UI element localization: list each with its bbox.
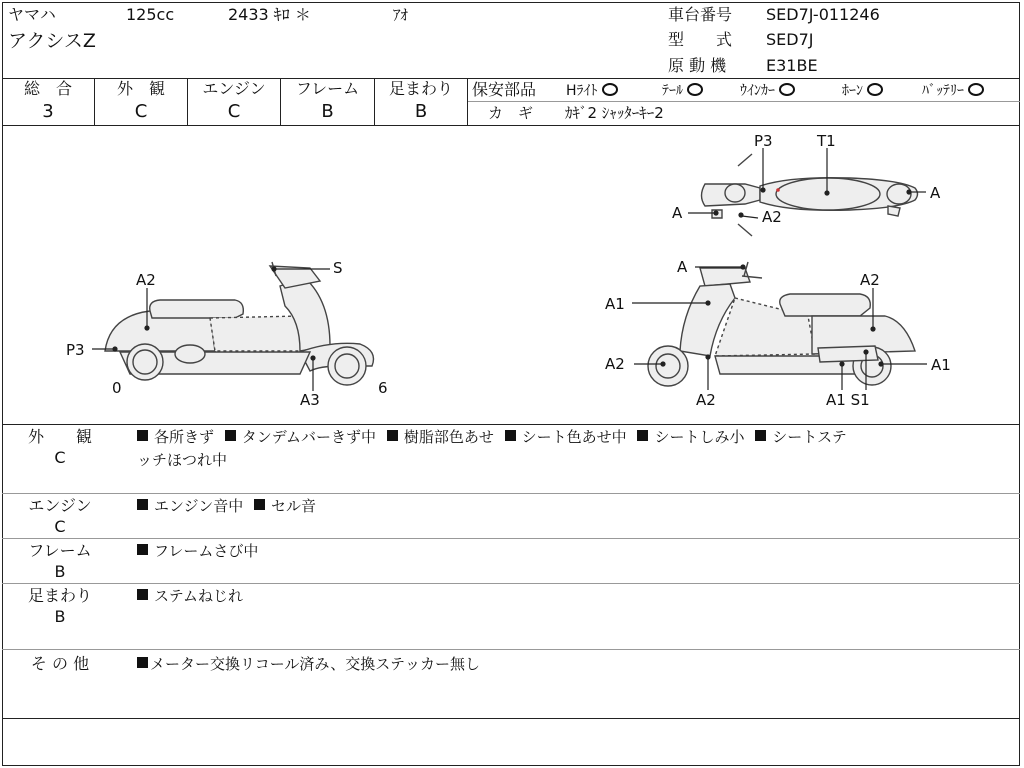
- ok-circle-icon: [602, 83, 618, 96]
- remark-suspension-grade: B: [54, 607, 66, 626]
- grade-overall-label: 総 合: [23, 79, 72, 98]
- ok-circle-icon: [779, 83, 795, 96]
- frame-no-label: 車台番号: [668, 5, 733, 24]
- label-a2-left: A2: [136, 271, 156, 289]
- remark-engine-items: エンジン音中 セル音: [137, 497, 316, 515]
- remark-exterior-label: 外 観: [27, 427, 92, 446]
- label-0: 0: [112, 379, 122, 397]
- remark-exterior-grade: C: [54, 448, 66, 467]
- label-t1-top: T1: [817, 132, 836, 150]
- bullet-icon: [254, 499, 265, 510]
- label-a2-right-top: A2: [860, 271, 880, 289]
- bullet-icon: [137, 499, 148, 510]
- label-a2-right-bottom: A2: [696, 391, 716, 409]
- grade-frame-value: B: [321, 101, 334, 122]
- remark-engine-label: エンジン: [28, 496, 92, 515]
- grade-frame-label: フレーム: [295, 79, 360, 98]
- bullet-icon: [755, 430, 766, 441]
- safety-headlight: Hﾗｲﾄ: [566, 82, 618, 100]
- label-a1-right-right: A1: [931, 356, 951, 374]
- remark-frame-label: フレーム: [28, 541, 92, 560]
- remark-other-label: そ の 他: [30, 654, 90, 673]
- label-a2-top: A2: [762, 208, 782, 226]
- label-p3-top: P3: [754, 132, 773, 150]
- scooter-diagram: [0, 126, 1024, 424]
- label-a-right-top: A: [677, 258, 688, 276]
- remark-suspension-items: ステムねじれ: [137, 587, 243, 605]
- grade-exterior-label: 外 観: [116, 79, 165, 98]
- remark-exterior-items: 各所きず タンデムバーきず中 樹脂部色あせ シート色あせ中 シートしみ小 シートステ: [137, 428, 847, 446]
- bullet-icon: [505, 430, 516, 441]
- bullet-icon: [637, 430, 648, 441]
- label-s-left: S: [333, 259, 343, 277]
- remark-suspension-label: 足まわり: [27, 586, 92, 605]
- label-a2-right-left: A2: [605, 355, 625, 373]
- label-6: 6: [378, 379, 388, 397]
- bullet-icon: [225, 430, 236, 441]
- key-label: カ ギ: [488, 104, 534, 122]
- maker: ヤマハ: [8, 5, 56, 24]
- label-a1-right-left: A1: [605, 295, 625, 313]
- bullet-icon: [387, 430, 398, 441]
- remark-engine-grade: C: [54, 517, 66, 536]
- remark-frame-items: フレームさび中: [137, 542, 258, 560]
- grade-suspension-label: 足まわり: [388, 79, 453, 98]
- engine-label: 原 動 機: [668, 56, 727, 75]
- key-value: ｶｷﾞ2 ｼｬｯﾀｰｷｰ2: [565, 104, 664, 122]
- type-value: SED7J: [766, 30, 814, 49]
- bullet-icon: [137, 544, 148, 555]
- frame-no: SED7J-011246: [766, 5, 880, 24]
- safety-tail: ﾃｰﾙ: [662, 82, 703, 100]
- ok-circle-icon: [968, 83, 984, 96]
- label-a3-left: A3: [300, 391, 320, 409]
- grade-exterior-value: C: [134, 101, 148, 122]
- label-a-top-right: A: [930, 184, 941, 202]
- color: ｱｵ: [393, 6, 409, 24]
- ok-circle-icon: [867, 83, 883, 96]
- ok-circle-icon: [687, 83, 703, 96]
- remark-other-items: メーター交換リコール済み、交換ステッカー無し: [137, 655, 480, 673]
- grade-suspension-value: B: [414, 101, 428, 122]
- label-a-top-left: A: [672, 204, 683, 222]
- bullet-icon: [137, 430, 148, 441]
- label-p3-left: P3: [66, 341, 85, 359]
- safety-label: 保安部品: [472, 80, 537, 99]
- grade-engine-value: C: [227, 101, 241, 122]
- grade-engine-label: エンジン: [202, 79, 266, 98]
- remark-exterior-cont: ッチほつれ中: [137, 451, 228, 469]
- scooter-top-view: [702, 154, 918, 236]
- bullet-icon: [137, 589, 148, 600]
- bullet-icon: [137, 657, 148, 668]
- model-name: アクシスZ: [8, 30, 96, 52]
- mileage: 2433 ｷﾛ ＊: [228, 5, 311, 24]
- type-label: 型 式: [668, 30, 733, 49]
- remark-frame-grade: B: [54, 562, 66, 581]
- safety-battery: ﾊﾞｯﾃﾘｰ: [922, 82, 984, 100]
- grade-overall-value: 3: [42, 101, 54, 122]
- safety-horn: ﾎｰﾝ: [842, 82, 883, 100]
- safety-winker: ｳｲﾝｶｰ: [740, 82, 795, 100]
- displacement: 125cc: [126, 5, 175, 24]
- engine-value: E31BE: [766, 56, 818, 75]
- label-a1s1-right: A1 S1: [826, 391, 870, 409]
